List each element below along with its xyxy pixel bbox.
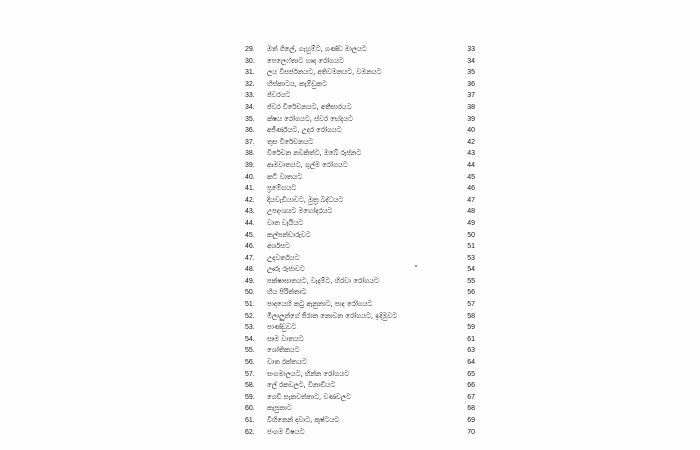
toc-entry-page-number: 39: [467, 115, 475, 123]
toc-entry-number: 58.: [245, 382, 255, 390]
toc-entry: [245, 264, 475, 276]
toc-entry-number: 54.: [245, 335, 255, 343]
toc-entry: [245, 67, 475, 79]
toc-entry-title: ඔත් ගිලේ, ගැහුම්ට, ගණ්ඩ මාලයට: [267, 45, 367, 53]
toc-entry-number: 40.: [245, 173, 255, 181]
toc-entry: [245, 90, 475, 102]
toc-entry-number: 42.: [245, 196, 255, 204]
toc-entry-number: 47.: [245, 254, 255, 262]
toc-entry: [245, 218, 475, 230]
toc-entry-number: 62.: [245, 428, 255, 436]
toc-entry-page-number: 61: [467, 335, 475, 343]
toc-entry-page-number: 37: [467, 92, 475, 100]
toc-entry-title: පාදයෙහි කටු ඇනුනාට, පාද රෝගයට: [267, 300, 373, 309]
toc-entry-page-number: 43: [467, 150, 475, 158]
toc-entry-title: වාත වෑයියට: [267, 218, 304, 227]
toc-entry-title: පාණ්ඩුවට: [267, 323, 297, 332]
toc-entry: [245, 44, 475, 56]
toc-entry: [245, 137, 475, 149]
toc-entry-title: අජීර්ණයට, උදර රෝගයට: [267, 126, 342, 135]
toc-entry-number: 31.: [245, 69, 255, 77]
toc-entry: [245, 230, 475, 242]
toc-entry-number: 37.: [245, 138, 255, 146]
toc-entry: [245, 276, 475, 288]
toc-entry-title: සෘම වාතයට: [267, 334, 304, 343]
toc-entry-title: විහිනෙන් දවාට, කුෂ්ටයට: [267, 416, 340, 424]
toc-entry-title: කල්පන්ඩාරුවට: [267, 230, 311, 239]
toc-entry: [245, 380, 475, 392]
toc-entry: [245, 322, 475, 334]
toc-entry-number: 45.: [245, 231, 255, 239]
toc-entry: [245, 369, 475, 381]
toc-entry: [245, 148, 475, 160]
toc-entry-page-number: 38: [467, 103, 475, 111]
toc-entry-title: උදාවර්තයට: [267, 253, 300, 262]
toc-entry-number: 38.: [245, 150, 255, 158]
toc-entry: [245, 160, 475, 172]
toc-entry-title: තුස විරේචනයට: [267, 137, 314, 146]
toc-entry-page-number: 66: [467, 382, 475, 390]
toc-entry-page-number: 45: [467, 173, 475, 181]
toc-entry-number: 46.: [245, 243, 255, 251]
toc-entry-number: 60.: [245, 405, 255, 413]
toc-entry-number: 36.: [245, 127, 255, 135]
toc-entry: [245, 206, 475, 218]
toc-entry: [245, 102, 475, 114]
toc-entry: [245, 241, 475, 253]
toc-entry-number: 29.: [245, 46, 255, 53]
toc-entry-page-number: 56: [467, 289, 475, 297]
toc-entry-page-number: 35: [467, 69, 475, 77]
toc-entry: [245, 403, 475, 415]
toc-entry-page-number: 34: [467, 57, 475, 65]
toc-entry-title: ජංගම විෂයට: [267, 427, 305, 436]
toc-entry-title: ක්ෂය රෝගයට, ස්වර භේදයට: [267, 114, 353, 123]
toc-entry: [245, 392, 475, 404]
toc-entry-number: 35.: [245, 115, 255, 123]
toc-entry-title: උපදංශයට මහෝදරයට: [267, 207, 333, 216]
toc-entry: [245, 79, 475, 91]
toc-entry: [245, 357, 475, 369]
toc-entry: [245, 415, 475, 427]
toc-entry-page-number: 47: [467, 196, 475, 204]
toc-entry-page-number: 68: [467, 405, 475, 413]
toc-entry-number: 55.: [245, 347, 255, 355]
toc-entry-title: ආමවාතයට, ගුල්ම රෝගයට: [267, 160, 348, 169]
toc-entry-page-number: 70: [467, 428, 475, 436]
toc-entry-page-number: 57: [467, 301, 475, 309]
toc-entry-number: 34.: [245, 103, 255, 111]
toc-entry-page-number: 48: [467, 208, 475, 216]
toc-entry-title: පක්ෂාඝාතයට, වැදම්ට, හිරවා රෝගයට: [267, 276, 379, 285]
toc-entry-page-number: 65: [467, 370, 475, 378]
toc-entry-number: 48.: [245, 266, 255, 274]
toc-entry-title: ගෙඩි සැකවත්තාට, වණවලට: [267, 392, 351, 401]
toc-entry-title: ලය විසර්ජනයට, අතිවමනයට, වමනයට: [267, 68, 382, 77]
toc-entry-title: මිලාලුන්ගේ ජීරාන නොවන රෝගයට, ඉදිමුවට: [267, 311, 398, 320]
toc-entry-title: දියවැඩියාවට, මුත්‍ර බද්ධයට: [267, 195, 344, 204]
toc-entry-page-number: 33: [467, 46, 475, 53]
toc-entry-number: 49.: [245, 277, 255, 285]
toc-entry-number: 61.: [245, 417, 255, 424]
toc-entry-page-number: 64: [467, 359, 475, 367]
toc-entry-number: 44.: [245, 219, 255, 227]
toc-entry: [245, 299, 475, 311]
toc-entry-title: හිස්කාටය, කැම්ඩුකට: [267, 79, 327, 88]
toc-entry-page-number: 69: [467, 417, 475, 424]
toc-entry: [245, 427, 475, 439]
toc-entry-page-number: 63: [467, 347, 475, 355]
toc-entry-title: හිය පිරිත්තාට: [267, 288, 307, 297]
toc-entry-number: 53.: [245, 324, 255, 332]
toc-entry-page-number: 67: [467, 393, 475, 401]
scan-speck: [415, 265, 417, 267]
toc-entry-page-number: 36: [467, 80, 475, 88]
toc-entry-number: 50.: [245, 289, 255, 297]
toc-entry-number: 43.: [245, 208, 255, 216]
toc-entry-number: 39.: [245, 161, 255, 169]
toc-entry: [245, 114, 475, 126]
toc-entry: [245, 311, 475, 323]
toc-entry: [245, 195, 475, 207]
toc-entry-title: ලේ රකවලට, විනාඩියට: [267, 381, 336, 390]
toc-entry-title: ජ්වරයට: [267, 91, 291, 100]
toc-entry-title: අර්ශසට: [267, 242, 290, 251]
toc-entry-number: 51.: [245, 301, 255, 309]
toc-entry-number: 52.: [245, 312, 255, 320]
toc-entry: [245, 287, 475, 299]
toc-entry-page-number: 42: [467, 138, 475, 146]
toc-entry-number: 59.: [245, 393, 255, 401]
toc-entry: [245, 125, 475, 137]
toc-entry-page-number: 54: [467, 266, 475, 274]
toc-entry-page-number: 49: [467, 219, 475, 227]
toc-entry-title: ප්‍රමේහයට: [267, 184, 297, 193]
toc-entry-page-number: 46: [467, 185, 475, 193]
toc-entry-title: පෙලෙෆ්තාට හෘද රෝගයට: [267, 56, 344, 65]
toc-entry-page-number: 44: [467, 161, 475, 169]
toc-entry-page-number: 51: [467, 243, 475, 251]
toc-entry-title: ශෝතිකයට: [267, 346, 300, 355]
toc-entry-number: 56.: [245, 359, 255, 367]
toc-entry-page-number: 58: [467, 312, 475, 320]
toc-entry-page-number: 53: [467, 254, 475, 262]
toc-entry-number: 32.: [245, 80, 255, 88]
toc-entry-number: 41.: [245, 185, 255, 193]
toc-entry-number: 33.: [245, 92, 255, 100]
toc-entry-number: 57.: [245, 370, 255, 378]
toc-entry-title: ඌරු රුජාවට: [267, 265, 305, 274]
table-of-contents: [245, 44, 475, 438]
toc-entry-title: කටි වාතයට: [267, 172, 302, 181]
toc-entry-title: සංගමාලයට, භින්න රෝගයට: [267, 369, 350, 378]
toc-entry: [245, 172, 475, 184]
toc-entry-title: වාත රක්තයට: [267, 358, 307, 367]
toc-entry-page-number: 55: [467, 277, 475, 285]
toc-entry: [245, 345, 475, 357]
toc-entry-title: විරේචන නවකිත්ට, ඔබේ රුප්නට: [267, 149, 362, 158]
toc-entry-title: කැපුනාට: [267, 404, 292, 413]
toc-entry-title: ජ්වර විරේචනයට, අතීසාරයට: [267, 102, 352, 111]
toc-entry: [245, 56, 475, 68]
toc-entry-page-number: 40: [467, 127, 475, 135]
toc-entry-page-number: 50: [467, 231, 475, 239]
toc-entry: [245, 253, 475, 265]
toc-entry-page-number: 59: [467, 324, 475, 332]
toc-entry-number: 30.: [245, 57, 255, 65]
toc-entry: [245, 183, 475, 195]
toc-entry: [245, 334, 475, 346]
